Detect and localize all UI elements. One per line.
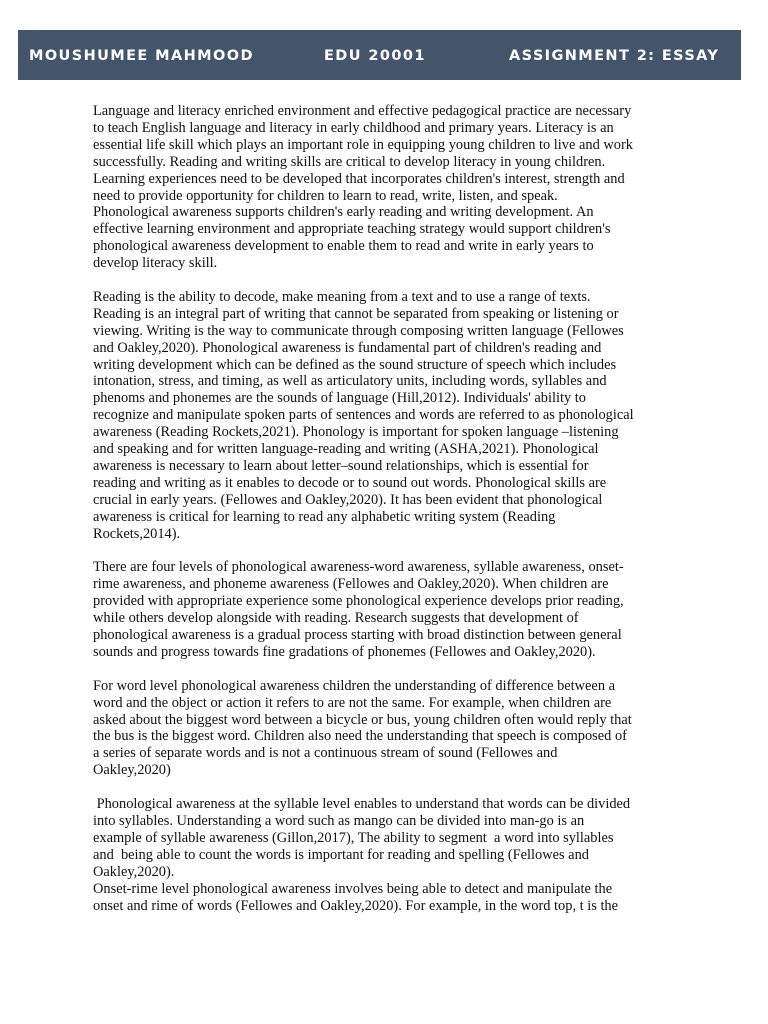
author-name: MOUSHUMEE MAHMOOD (29, 48, 254, 64)
paragraph-onset-rime: Onset-rime level phonological awareness involves being able to detect and manipulate the onset and rime of words (Fellowes and Oakley,2020). For example, in the word top, t is the (93, 880, 619, 914)
course-code: EDU 20001 (324, 48, 426, 64)
paragraph-word-level: For word level phonological awareness children the understanding of difference between a word and the object or action it refers to are not the same. For example, when children are asked about the biggest word between a bicycle or bus, young children often would reply that the bus is the biggest word. Children also need the understanding that speech is composed of a series of separate words and is not a continuous stream of sound (Fellowes and Oakley,2020) (93, 677, 632, 779)
paragraph-introduction: Language and literacy enriched environment and effective pedagogical practice are necessary to teach English language and literacy in early childhood and primary years. Literacy is an essential life skill which plays an important role in equipping young children to live and work successfully. Reading and writing skills are critical to develop literacy in young children. Learning experiences need to be developed that incorporates children's interest, strength and need to provide opportunity for children to learn to read, write, listen, and speak. Phonological awareness supports children's early reading and writing development. An effective learning environment and appropriate teaching strategy would support children's phonological awareness development to enable them to read and write in early years to develop literacy skill. (93, 103, 633, 272)
paragraph-syllable-level: Phonological awareness at the syllable level enables to understand that words can be divided into syllables. Understanding a word such as mango can be divided into man-go is an example of syllable awareness (Gillon,2017), The ability to segment a word into syllables and being able to count the words is important for reading and spelling (Fellowes and Oakley,2020). (93, 796, 631, 880)
paragraph-levels: There are four levels of phonological awareness-word awareness, syllable awareness, onset- rime awareness, and phoneme awareness (Fellowes and Oakley,2020). When children are provided with appropriate experience some phonological experience develops prior reading, while others develop alongside with reading. Research suggests that development of phonological awareness is a gradual process starting with broad distinction between general sounds and progress towards fine gradations of phonemes (Fellowes and Oakley,2020). (93, 559, 624, 660)
assignment-title: ASSIGNMENT 2: ESSAY (509, 48, 720, 64)
essay-body (93, 103, 683, 931)
header-bar (18, 30, 741, 80)
paragraph-reading-definition: Reading is the ability to decode, make meaning from a text and to use a range of texts. Reading is an integral part of writing that cannot be separated from speaking or listening or viewing. Writing is the way to communicate through composing written language (Fellowes and Oakley,2020). Phonological awareness is fundamental part of children's reading and writing development which can be defined as the sound structure of speech which includes intonation, stress, and timing, as well as articulatory units, including words, syllables and phenoms and phonemes are the sounds of language (Hill,2012). Individuals' ability to recognize and manipulate spoken parts of sentences and words are referred to as phonological awareness (Reading Rockets,2021). Phonology is important for spoken language –listening and speaking and for written language-reading and writing (ASHA,2021). Phonological awareness is necessary to learn about letter–sound relationships, which is essential for reading and writing as it enables to decode or to sound out words. Phonological skills are crucial in early years. (Fellowes and Oakley,2020). It has been evident that phonological awareness is critical for learning to read any alphabetic writing system (Reading Rockets,2014). (93, 288, 634, 542)
